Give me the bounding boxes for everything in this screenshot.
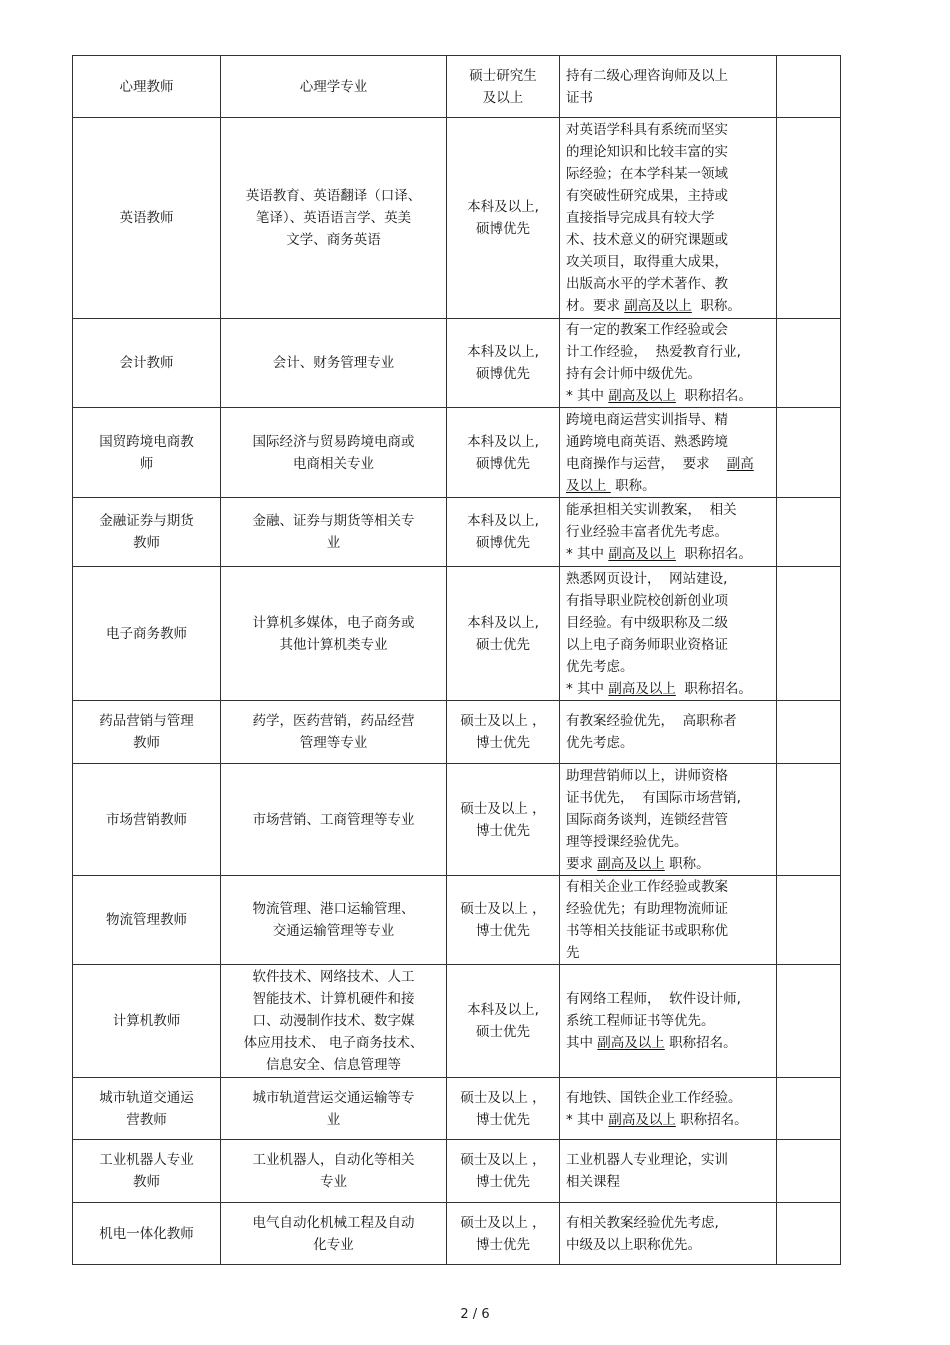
text-segment: 优先考虑。 bbox=[566, 735, 634, 751]
text-segment: 职称招名。 bbox=[675, 546, 752, 562]
major-requirement-cell bbox=[221, 1140, 447, 1203]
other-requirements-cell bbox=[560, 965, 777, 1078]
major-requirement-cell bbox=[221, 764, 447, 876]
requirement-line bbox=[566, 568, 770, 590]
major-requirement-cell bbox=[221, 701, 447, 764]
cell-line: 本科及以上, bbox=[467, 433, 539, 450]
position-title-cell bbox=[73, 1203, 221, 1265]
text-segment: 中级及以上职称优先。 bbox=[566, 1236, 701, 1253]
degree-requirement-cell bbox=[447, 764, 560, 876]
empty-cell bbox=[777, 1140, 841, 1203]
cell-line: 市场营销教师 bbox=[106, 811, 187, 828]
requirement-line bbox=[566, 475, 770, 497]
cell-line: 交通运输管理等专业 bbox=[272, 923, 395, 939]
requirement-line bbox=[566, 678, 770, 700]
table-row bbox=[73, 319, 841, 408]
position-title-cell bbox=[73, 498, 221, 567]
text-segment: 先 bbox=[566, 945, 580, 961]
text-segment: 有地铁、国铁企业工作经验。 bbox=[566, 1089, 742, 1106]
other-requirements-cell bbox=[560, 56, 777, 118]
text-segment: 目经验。有中级职称及二级 bbox=[566, 614, 728, 631]
requirement-line bbox=[566, 185, 770, 207]
cell-line: 硕士及以上 ， bbox=[460, 800, 546, 817]
table-row bbox=[73, 764, 841, 876]
table-row bbox=[73, 1078, 841, 1140]
cell-line: 硕士研究生 bbox=[469, 67, 537, 84]
cell-line: 文学、商务英语 bbox=[286, 232, 381, 248]
cell-line: 计算机教师 bbox=[112, 1013, 181, 1029]
empty-cell bbox=[777, 118, 841, 319]
other-requirements-cell bbox=[560, 408, 777, 498]
text-segment: 相关课程 bbox=[566, 1174, 620, 1190]
cell-line: 电气自动化机械工程及自动 bbox=[252, 1214, 415, 1231]
cell-line: 硕博优先 bbox=[476, 535, 530, 551]
cell-line: 工业机器人，自动化等相关 bbox=[252, 1152, 415, 1168]
requirement-line bbox=[566, 710, 770, 732]
cell-line: 业 bbox=[326, 1111, 341, 1128]
text-segment: 计工作经验， 热爱教育行业, bbox=[566, 344, 741, 360]
table-row bbox=[73, 56, 841, 118]
recruitment-table bbox=[72, 55, 841, 1265]
degree-requirement-cell bbox=[447, 1140, 560, 1203]
other-requirements-cell bbox=[560, 1140, 777, 1203]
major-requirement-cell bbox=[221, 965, 447, 1078]
text-segment: 其中 bbox=[566, 1035, 598, 1051]
text-segment: 证书 bbox=[566, 89, 593, 106]
requirement-line bbox=[566, 920, 770, 942]
cell-line: 硕士及以上 ， bbox=[460, 1152, 546, 1168]
cell-line: 电商相关专业 bbox=[293, 455, 374, 472]
text-segment: 熟悉网页设计， 网站建设, bbox=[566, 570, 728, 587]
text-segment: 直接指导完成具有较大学 bbox=[566, 210, 715, 226]
other-requirements-cell bbox=[560, 319, 777, 408]
text-segment: 电商操作与运营， 要求 bbox=[566, 455, 727, 472]
requirement-line bbox=[566, 341, 770, 363]
cell-line: 软件技术、网络技术、人工 bbox=[252, 969, 415, 985]
degree-requirement-cell bbox=[447, 56, 560, 118]
text-segment: 对英语学科具有系统而坚实 bbox=[566, 122, 728, 138]
text-segment: 行业经验丰富者优先考虑。 bbox=[566, 524, 728, 540]
requirement-line bbox=[566, 1149, 770, 1171]
cell-line: 博士优先 bbox=[476, 735, 530, 751]
underlined-text: 副高及以上 bbox=[624, 298, 692, 314]
table-row bbox=[73, 408, 841, 498]
text-segment: 职称招名。 bbox=[675, 1111, 748, 1128]
requirement-line bbox=[566, 87, 770, 109]
degree-requirement-cell bbox=[447, 1203, 560, 1265]
cell-line: 硕博优先 bbox=[476, 366, 530, 382]
table-body bbox=[73, 56, 841, 1265]
requirement-line bbox=[566, 1212, 770, 1234]
table-row bbox=[73, 498, 841, 567]
text-segment: 证书优先， 有国际市场营销, bbox=[566, 789, 741, 806]
text-segment: 书等相关技能证书或职称优 bbox=[566, 923, 728, 939]
degree-requirement-cell bbox=[447, 408, 560, 498]
cell-line: 教师 bbox=[133, 735, 160, 751]
cell-line: 工业机器人专业 bbox=[99, 1152, 194, 1168]
empty-cell bbox=[777, 1203, 841, 1265]
major-requirement-cell bbox=[221, 118, 447, 319]
empty-cell bbox=[777, 701, 841, 764]
table-row bbox=[73, 118, 841, 319]
empty-cell bbox=[777, 567, 841, 701]
requirement-line bbox=[566, 831, 770, 853]
underlined-text: 副高及以上 bbox=[608, 1111, 676, 1128]
major-requirement-cell bbox=[221, 408, 447, 498]
cell-line: 机电一体化教师 bbox=[99, 1225, 194, 1242]
major-requirement-cell bbox=[221, 1203, 447, 1265]
requirement-line bbox=[566, 656, 770, 678]
text-segment: 要求 bbox=[566, 855, 598, 872]
text-segment: 有教案经验优先， 高职称者 bbox=[566, 713, 737, 729]
major-requirement-cell bbox=[221, 319, 447, 408]
cell-line: 城市轨道交通运 bbox=[99, 1089, 194, 1106]
requirement-line bbox=[566, 431, 770, 453]
text-segment: 优先考虑。 bbox=[566, 658, 634, 675]
other-requirements-cell bbox=[560, 498, 777, 567]
empty-cell bbox=[777, 498, 841, 567]
cell-line: 硕博优先 bbox=[476, 221, 530, 237]
position-title-cell bbox=[73, 319, 221, 408]
text-segment: 工业机器人专业理论，实训 bbox=[566, 1152, 728, 1168]
requirement-line bbox=[566, 363, 770, 385]
position-title-cell bbox=[73, 1140, 221, 1203]
text-segment: 攻关项目，取得重大成果， bbox=[566, 254, 728, 270]
table-row bbox=[73, 1203, 841, 1265]
position-title-cell bbox=[73, 118, 221, 319]
requirement-line bbox=[566, 1087, 770, 1109]
cell-line: 硕士及以上 ， bbox=[460, 901, 546, 917]
requirement-line bbox=[566, 273, 770, 295]
text-segment: 际经验；在本学科某一领域 bbox=[566, 166, 728, 182]
underlined-text: 及以上 bbox=[566, 477, 611, 494]
cell-line: 其他计算机类专业 bbox=[279, 636, 388, 653]
text-segment: 职称招名。 bbox=[675, 680, 752, 697]
text-segment: 跨境电商运营实训指导、精 bbox=[566, 411, 728, 428]
table-row bbox=[73, 965, 841, 1078]
cell-line: 管理等专业 bbox=[299, 735, 368, 751]
cell-line: 博士优先 bbox=[476, 1236, 530, 1253]
cell-line: 本科及以上, bbox=[467, 513, 539, 529]
requirement-line bbox=[566, 787, 770, 809]
position-title-cell bbox=[73, 965, 221, 1078]
text-segment: 能承担相关实训教案， 相关 bbox=[566, 502, 737, 518]
text-segment: * 其中 bbox=[566, 1111, 609, 1128]
other-requirements-cell bbox=[560, 1078, 777, 1140]
cell-line: 会计教师 bbox=[119, 355, 174, 371]
requirement-line bbox=[566, 809, 770, 831]
cell-line: 化专业 bbox=[313, 1236, 354, 1253]
cell-line: 心理教师 bbox=[119, 78, 174, 95]
text-segment: 职称招名。 bbox=[675, 388, 752, 404]
text-segment: 有网络工程师， 软件设计师, bbox=[566, 991, 741, 1007]
degree-requirement-cell bbox=[447, 319, 560, 408]
text-segment: 材。要求 bbox=[566, 298, 625, 314]
degree-requirement-cell bbox=[447, 876, 560, 965]
text-segment: 术、技术意义的研究课题或 bbox=[566, 232, 728, 248]
degree-requirement-cell bbox=[447, 567, 560, 701]
underlined-text: 副高及以上 bbox=[597, 1035, 665, 1051]
cell-line: 本科及以上, bbox=[467, 199, 539, 215]
underlined-text: 副高及以上 bbox=[608, 546, 676, 562]
table-row bbox=[73, 701, 841, 764]
major-requirement-cell bbox=[221, 56, 447, 118]
cell-line: 市场营销、工商管理等专业 bbox=[252, 811, 415, 828]
requirement-line bbox=[566, 942, 770, 964]
table-row bbox=[73, 876, 841, 965]
text-segment: 职称招名。 bbox=[664, 1035, 737, 1051]
table-row bbox=[73, 1140, 841, 1203]
requirement-line bbox=[566, 765, 770, 787]
requirement-line bbox=[566, 319, 770, 341]
position-title-cell bbox=[73, 56, 221, 118]
text-segment: 有一定的教案工作经验或会 bbox=[566, 322, 728, 338]
requirement-line bbox=[566, 521, 770, 543]
cell-line: 金融、证券与期货等相关专 bbox=[252, 513, 415, 529]
cell-line: 硕士优先 bbox=[476, 636, 530, 653]
cell-line: 专业 bbox=[320, 1174, 347, 1190]
empty-cell bbox=[777, 1078, 841, 1140]
position-title-cell bbox=[73, 701, 221, 764]
cell-line: 物流管理教师 bbox=[106, 912, 187, 928]
cell-line: 博士优先 bbox=[476, 923, 530, 939]
underlined-text: 副高及以上 bbox=[597, 855, 665, 872]
text-segment: 以上电子商务师职业资格证 bbox=[566, 636, 728, 653]
degree-requirement-cell bbox=[447, 701, 560, 764]
empty-cell bbox=[777, 319, 841, 408]
table-row bbox=[73, 567, 841, 701]
page-number: 2 / 6 bbox=[460, 1307, 490, 1322]
empty-cell bbox=[777, 876, 841, 965]
cell-line: 英语教师 bbox=[119, 210, 174, 226]
cell-line: 业 bbox=[326, 535, 341, 551]
degree-requirement-cell bbox=[447, 965, 560, 1078]
text-segment: 有突破性研究成果，主持或 bbox=[566, 188, 728, 204]
cell-line: 教师 bbox=[133, 1174, 160, 1190]
empty-cell bbox=[777, 764, 841, 876]
cell-line: 硕士优先 bbox=[476, 1024, 530, 1040]
requirement-line bbox=[566, 229, 770, 251]
requirement-line bbox=[566, 853, 770, 875]
cell-line: 城市轨道营运交通运输等专 bbox=[252, 1089, 415, 1106]
cell-line: 硕博优先 bbox=[476, 455, 530, 472]
major-requirement-cell bbox=[221, 567, 447, 701]
cell-line: 信息安全、信息管理等 bbox=[266, 1057, 401, 1073]
position-title-cell bbox=[73, 567, 221, 701]
major-requirement-cell bbox=[221, 1078, 447, 1140]
text-segment: 出版高水平的学术著作、教 bbox=[566, 276, 728, 292]
other-requirements-cell bbox=[560, 876, 777, 965]
cell-line: 药学，医药营销，药品经营 bbox=[252, 713, 415, 729]
cell-line: 博士优先 bbox=[476, 1174, 530, 1190]
requirement-line bbox=[566, 251, 770, 273]
requirement-line bbox=[566, 1234, 770, 1256]
other-requirements-cell bbox=[560, 701, 777, 764]
empty-cell bbox=[777, 408, 841, 498]
degree-requirement-cell bbox=[447, 1078, 560, 1140]
cell-line: 营教师 bbox=[126, 1111, 167, 1128]
position-title-cell bbox=[73, 764, 221, 876]
text-segment: 通跨境电商英语、熟悉跨境 bbox=[566, 433, 728, 450]
text-segment: * 其中 bbox=[566, 388, 609, 404]
underlined-text: 副高及以上 bbox=[608, 680, 676, 697]
position-title-cell bbox=[73, 1078, 221, 1140]
text-segment: 持有二级心理咨询师及以上 bbox=[566, 67, 728, 84]
cell-line: 博士优先 bbox=[476, 822, 530, 839]
empty-cell bbox=[777, 56, 841, 118]
cell-line: 硕士及以上 ， bbox=[460, 1089, 546, 1106]
cell-line: 计算机多媒体，电子商务或 bbox=[252, 614, 415, 631]
requirement-line bbox=[566, 732, 770, 754]
position-title-cell bbox=[73, 408, 221, 498]
text-segment: 有指导职业院校创新创业项 bbox=[566, 592, 728, 609]
cell-line: 药品营销与管理 bbox=[99, 713, 194, 729]
cell-line: 硕士及以上 ， bbox=[460, 1214, 546, 1231]
underlined-text: 副高 bbox=[726, 455, 754, 472]
cell-line: 硕士及以上 ， bbox=[460, 713, 546, 729]
requirement-line bbox=[566, 988, 770, 1010]
requirement-line bbox=[566, 1171, 770, 1193]
text-segment: 系统工程师证书等优先。 bbox=[566, 1013, 715, 1029]
requirement-line bbox=[566, 453, 770, 475]
requirement-line bbox=[566, 1010, 770, 1032]
other-requirements-cell bbox=[560, 764, 777, 876]
cell-line: 金融证券与期货 bbox=[99, 513, 194, 529]
cell-line: 国贸跨境电商教 bbox=[99, 433, 194, 450]
cell-line: 体应用技术、 电子商务技术、 bbox=[243, 1035, 424, 1051]
requirement-line bbox=[566, 499, 770, 521]
other-requirements-cell bbox=[560, 567, 777, 701]
cell-line: 电子商务教师 bbox=[106, 625, 187, 642]
requirement-line bbox=[566, 141, 770, 163]
major-requirement-cell bbox=[221, 498, 447, 567]
cell-line: 教师 bbox=[133, 535, 160, 551]
position-title-cell bbox=[73, 876, 221, 965]
requirement-line bbox=[566, 1032, 770, 1054]
requirement-line bbox=[566, 543, 770, 565]
other-requirements-cell bbox=[560, 118, 777, 319]
text-segment: 国际商务谈判，连锁经营管 bbox=[566, 811, 728, 828]
cell-line: 本科及以上, bbox=[467, 344, 539, 360]
cell-line: 智能技术、计算机硬件和接 bbox=[252, 991, 415, 1007]
requirement-line bbox=[566, 1109, 770, 1131]
cell-line: 及以上 bbox=[482, 89, 524, 106]
requirement-line bbox=[566, 876, 770, 898]
cell-line: 会计、财务管理专业 bbox=[272, 355, 395, 371]
cell-line: 博士优先 bbox=[476, 1111, 530, 1128]
requirement-line bbox=[566, 409, 770, 431]
text-segment: 有相关教案经验优先考虑, bbox=[566, 1214, 719, 1231]
cell-line: 物流管理、港口运输管理、 bbox=[252, 901, 415, 917]
major-requirement-cell bbox=[221, 876, 447, 965]
text-segment: 助理营销师以上，讲师资格 bbox=[566, 767, 728, 784]
cell-line: 口、动漫制作技术、数字媒 bbox=[252, 1013, 415, 1029]
text-segment: 经验优先；有助理物流师证 bbox=[566, 901, 728, 917]
text-segment: 职称。 bbox=[691, 298, 741, 314]
requirement-line bbox=[566, 207, 770, 229]
cell-line: 国际经济与贸易跨境电商或 bbox=[252, 433, 415, 450]
text-segment: 理等授课经验优先。 bbox=[566, 833, 688, 850]
degree-requirement-cell bbox=[447, 118, 560, 319]
requirement-line bbox=[566, 590, 770, 612]
other-requirements-cell bbox=[560, 1203, 777, 1265]
requirement-line bbox=[566, 385, 770, 407]
requirement-line bbox=[566, 295, 770, 317]
text-segment: 的理论知识和比较丰富的实 bbox=[566, 144, 728, 160]
text-segment: 有相关企业工作经验或教案 bbox=[566, 879, 728, 895]
text-segment: * 其中 bbox=[566, 680, 609, 697]
cell-line: 英语教育、英语翻译（口译、 bbox=[245, 188, 422, 204]
requirement-line bbox=[566, 634, 770, 656]
text-segment: 持有会计师中级优先。 bbox=[566, 366, 701, 382]
text-segment: * 其中 bbox=[566, 546, 609, 562]
empty-cell bbox=[777, 965, 841, 1078]
requirement-line bbox=[566, 898, 770, 920]
degree-requirement-cell bbox=[447, 498, 560, 567]
cell-line: 笔译）、英语语言学、英美 bbox=[255, 210, 412, 226]
underlined-text: 副高及以上 bbox=[608, 388, 676, 404]
cell-line: 本科及以上, bbox=[467, 614, 539, 631]
requirement-line bbox=[566, 612, 770, 634]
cell-line: 本科及以上, bbox=[467, 1002, 539, 1018]
cell-line: 师 bbox=[139, 455, 154, 472]
requirement-line bbox=[566, 65, 770, 87]
cell-line: 心理学专业 bbox=[299, 78, 368, 95]
text-segment: 职称。 bbox=[664, 855, 710, 872]
text-segment: 职称。 bbox=[610, 477, 656, 494]
requirement-line bbox=[566, 163, 770, 185]
requirement-line bbox=[566, 119, 770, 141]
